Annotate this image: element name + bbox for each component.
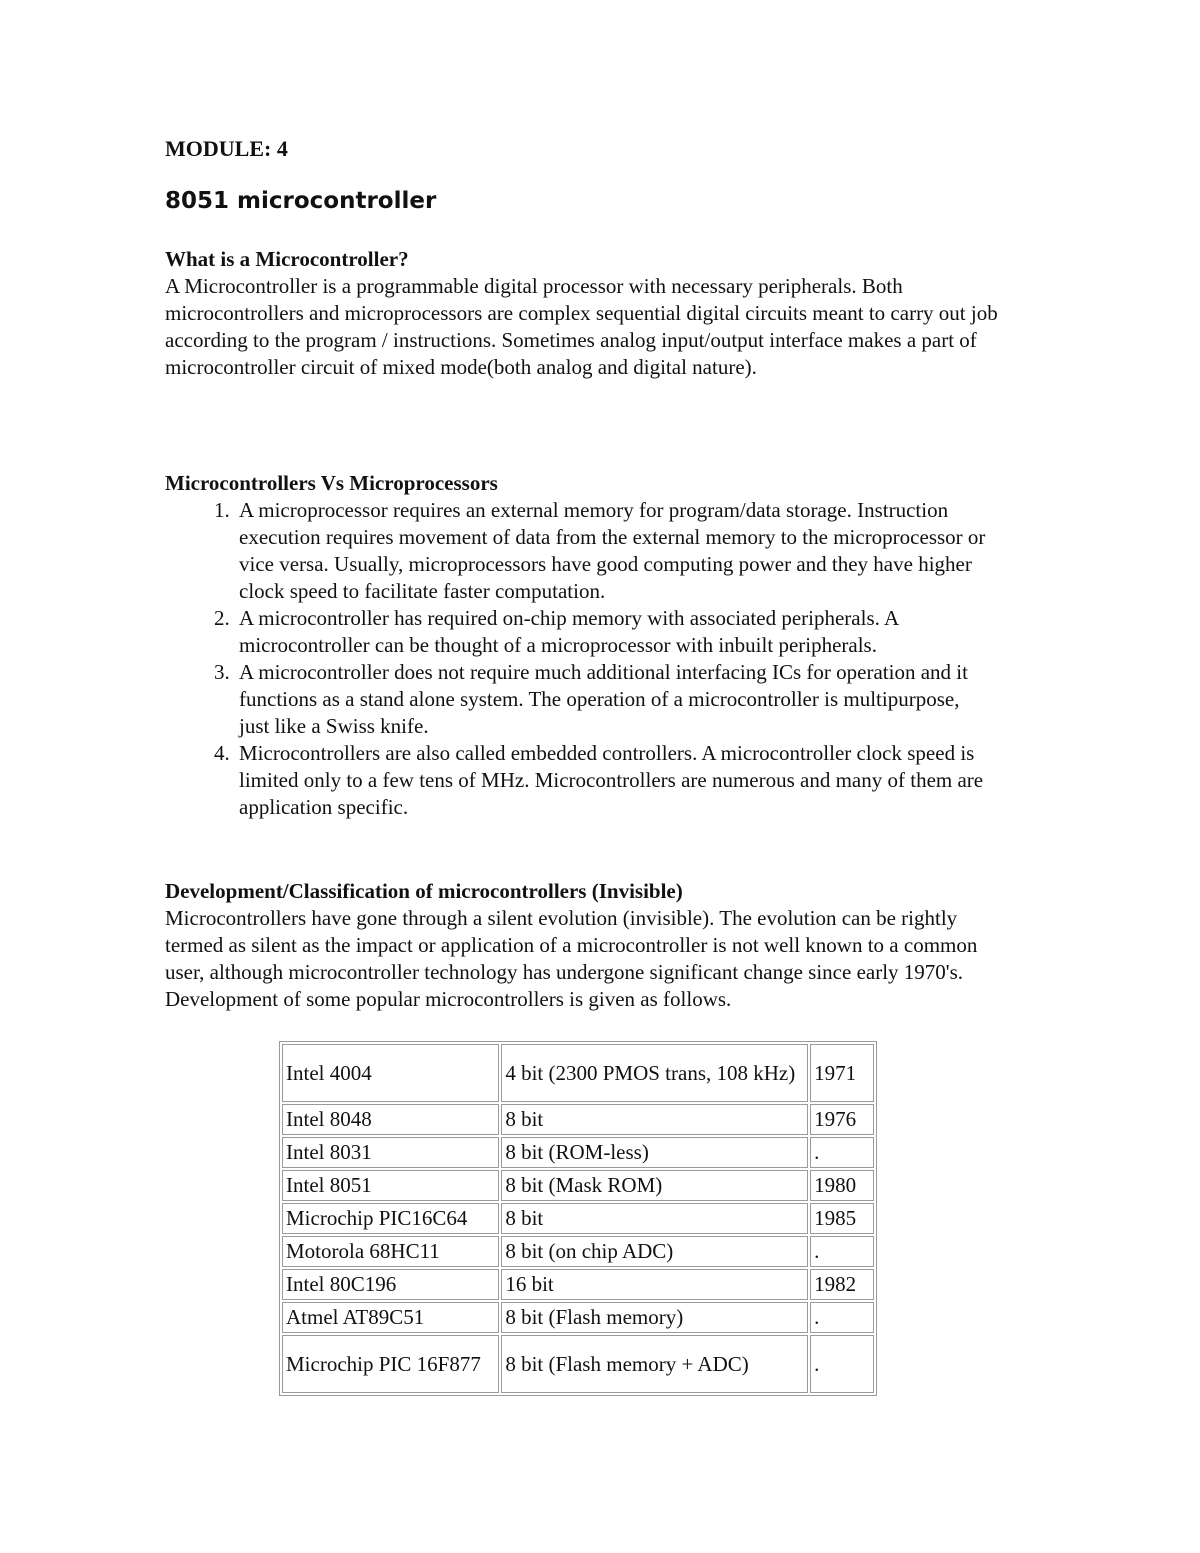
table-row: [282, 1044, 874, 1102]
table-cell-name: Motorola 68HC11: [282, 1236, 499, 1267]
table-cell-year: .: [810, 1137, 874, 1168]
table-row: [282, 1104, 874, 1135]
table-cell-name: Intel 8048: [282, 1104, 499, 1135]
table-cell-type: 8 bit: [501, 1203, 808, 1234]
section-what-is-microcontroller: [165, 246, 1005, 381]
table-cell-type: 4 bit (2300 PMOS trans, 108 kHz): [501, 1044, 808, 1102]
table-cell-type: 8 bit (Flash memory): [501, 1302, 808, 1333]
table-cell-name: Intel 80C196: [282, 1269, 499, 1300]
table-cell-name: Intel 4004: [282, 1044, 499, 1102]
list-item: 2. A microcontroller has required on-chip memory with associated peripherals. A microcontroller can be thought of a microprocessor with inbuilt peripherals.: [235, 605, 995, 659]
table-cell-name: Intel 8031: [282, 1137, 499, 1168]
table-cell-year: 1982: [810, 1269, 874, 1300]
document-title: 8051 microcontroller: [165, 188, 437, 214]
table-cell-type: 8 bit: [501, 1104, 808, 1135]
table-cell-year: 1985: [810, 1203, 874, 1234]
table-cell-type: 8 bit (Flash memory + ADC): [501, 1335, 808, 1393]
table-cell-type: 8 bit (Mask ROM): [501, 1170, 808, 1201]
table-row: [282, 1302, 874, 1333]
microcontroller-table: [279, 1041, 877, 1396]
section-paragraph: Microcontrollers have gone through a silent evolution (invisible). The evolution can be rightly termed as silent as the impact or application of a microcontroller is not well known to a common user, although microcontroller technology has undergone significant change since early 1970's. Development of some popular microcontrollers is given as follows.: [165, 906, 978, 1011]
table-cell-name: Atmel AT89C51: [282, 1302, 499, 1333]
table-cell-year: .: [810, 1302, 874, 1333]
module-label: MODULE: 4: [165, 136, 288, 161]
list-item: 3. A microcontroller does not require much additional interfacing ICs for operation and it functions as a stand alone system. The operation of a microcontroller is multipurpose, just like a Swiss knife.: [235, 659, 995, 740]
list-item: 4. Microcontrollers are also called embedded controllers. A microcontroller clock speed is limited only to a few tens of MHz. Microcontrollers are numerous and many of them are application specific.: [235, 740, 995, 821]
table-cell-year: 1980: [810, 1170, 874, 1201]
table-cell-year: .: [810, 1236, 874, 1267]
section-heading: Development/Classification of microcontrollers (Invisible): [165, 879, 683, 903]
table-cell-year: 1976: [810, 1104, 874, 1135]
table-cell-type: 8 bit (ROM-less): [501, 1137, 808, 1168]
comparison-list: [165, 497, 995, 821]
table-row: [282, 1269, 874, 1300]
section-microcontrollers-vs-microprocessors: [165, 470, 1005, 821]
section-heading: Microcontrollers Vs Microprocessors: [165, 471, 498, 495]
table-row: [282, 1203, 874, 1234]
table-cell-name: Microchip PIC16C64: [282, 1203, 499, 1234]
list-item: 1. A microprocessor requires an external memory for program/data storage. Instruction execution requires movement of data from the external memory to the microprocessor or vice versa. Usually, microprocessors have good computing power and they have higher clock speed to facilitate faster computation.: [235, 497, 995, 605]
table-cell-name: Intel 8051: [282, 1170, 499, 1201]
table-cell-year: .: [810, 1335, 874, 1393]
section-heading: What is a Microcontroller?: [165, 247, 409, 271]
table-row: [282, 1236, 874, 1267]
table-row: [282, 1137, 874, 1168]
table-row: [282, 1335, 874, 1393]
section-development-classification: [165, 878, 1005, 1013]
table-cell-name: Microchip PIC 16F877: [282, 1335, 499, 1393]
table-cell-type: 16 bit: [501, 1269, 808, 1300]
table-cell-year: 1971: [810, 1044, 874, 1102]
section-paragraph: A Microcontroller is a programmable digital processor with necessary peripherals. Both microcontrollers and microprocessors are complex sequential digital circuits meant to carry out job according to the program / instructions. Sometimes analog input/output interface makes a part of microcontroller circuit of mixed mode(both analog and digital nature).: [165, 274, 998, 379]
table-row: [282, 1170, 874, 1201]
table-cell-type: 8 bit (on chip ADC): [501, 1236, 808, 1267]
